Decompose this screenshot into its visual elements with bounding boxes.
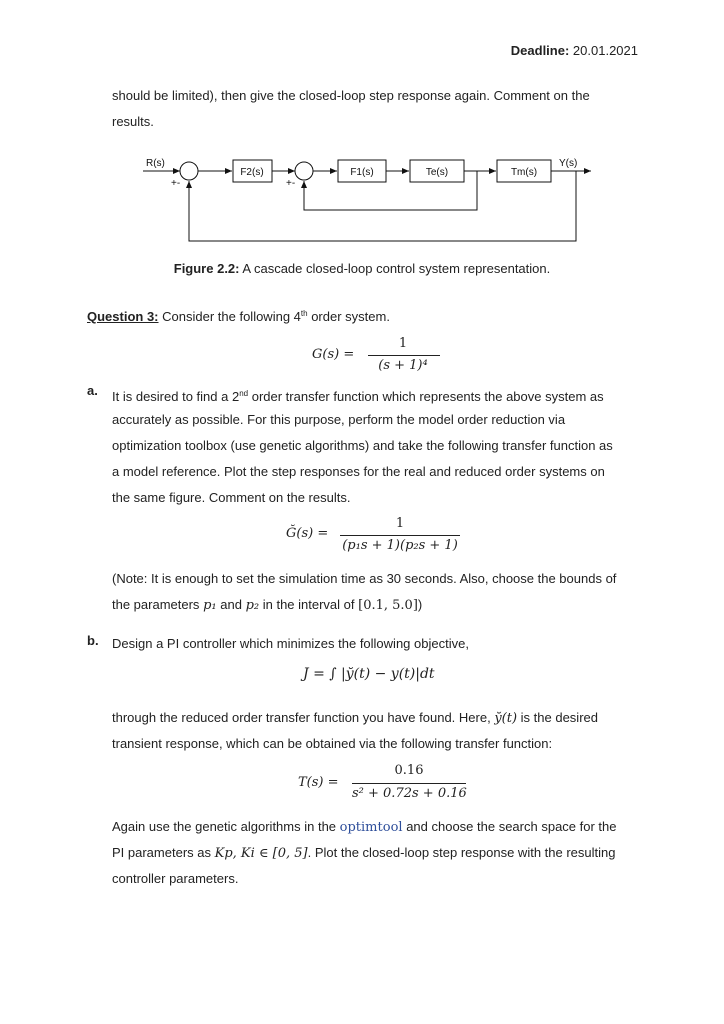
equation-G-lhs: G(s) = — [312, 347, 355, 362]
deadline-date: 20.01.2021 — [572, 43, 638, 58]
equation-T-numerator: 0.16 — [394, 763, 424, 778]
equation-T-denominator: s² + 0.72s + 0.16 — [352, 786, 467, 801]
equation-J: J = ∫ |y̆(t) − y(t)|dt — [303, 666, 435, 682]
part-a-label: a. — [87, 383, 98, 398]
part-a-line-3: optimization toolbox (use genetic algorithms) and take the following transfer function as — [112, 438, 613, 453]
part-b-line-1: Design a PI controller which minimizes the following objective, — [112, 636, 469, 651]
equation-G-denominator: (s + 1)⁴ — [378, 358, 428, 373]
part-a-line-2: accurately as possible. For this purpose, perform the model order reduction via — [112, 412, 566, 427]
summing-junction-inner — [295, 162, 313, 180]
cascade-block-diagram — [0, 0, 724, 260]
part-b-line-6: controller parameters. — [112, 871, 239, 886]
part-a-line-1: It is desired to find a 2nd order transfer function which represents the above system as — [112, 389, 604, 404]
part-b-label: b. — [87, 633, 99, 648]
question-3-heading — [87, 309, 390, 324]
part-b-line-3: transient response, which can be obtained via the following transfer function: — [112, 736, 553, 751]
part-b-line-4: Again use the genetic algorithms in the optimtool and choose the search space for the — [112, 819, 617, 835]
input-label: R(s) — [146, 158, 165, 169]
part-b-line-2: through the reduced order transfer function you have found. Here, y̆(t) is the desired — [112, 710, 598, 726]
intro-line-2: results. — [112, 114, 154, 129]
summing-junction-outer — [180, 162, 198, 180]
figure-caption-text: A cascade closed-loop control system representation. — [242, 261, 551, 276]
deadline-label: Deadline: — [510, 43, 570, 58]
equation-G — [312, 336, 452, 376]
question-3-text-end: order system. — [311, 309, 390, 324]
part-b-line-5: PI parameters as Kp, Ki ∈ [0, 5]. Plot the closed-loop step response with the resulting — [112, 845, 616, 861]
equation-T-lhs: T(s) = — [298, 775, 339, 790]
part-a-note-1: (Note: It is enough to set the simulation time as 30 seconds. Also, choose the bounds of — [112, 571, 617, 586]
equation-Gr-lhs: Ğ(s) = — [286, 526, 329, 541]
sum2-signs: +- — [286, 178, 296, 189]
figure-caption-label: Figure 2.2: — [173, 261, 240, 276]
block-te-label: Te(s) — [425, 167, 449, 178]
equation-Gr-numerator: 1 — [395, 516, 405, 531]
block-f1-label: F1(s) — [350, 167, 374, 178]
part-a-line-5: the same figure. Comment on the results. — [112, 490, 351, 505]
optimtool-link: optimtool — [339, 820, 403, 835]
question-3-label: Question 3: — [87, 309, 159, 324]
equation-T — [298, 763, 468, 803]
figure-caption — [0, 261, 724, 276]
block-f2-label: F2(s) — [240, 167, 264, 178]
equation-Gr-denominator: (p₁s + 1)(p₂s + 1) — [342, 538, 458, 553]
question-3-sup: th — [300, 309, 308, 318]
part-a-note-2: the parameters p₁ and p₂ in the interval of [0.1, 5.0]) — [112, 597, 423, 613]
block-tm-label: Tm(s) — [510, 167, 538, 178]
equation-Gr — [286, 516, 476, 556]
output-label: Y(s) — [559, 158, 578, 169]
question-3-text: Consider the following 4 — [162, 309, 301, 324]
sum1-signs: +- — [171, 178, 181, 189]
intro-line-1: should be limited), then give the closed-loop step response again. Comment on the — [112, 88, 590, 103]
part-a-line-4: a model reference. Plot the step responses for the real and reduced order systems on — [112, 464, 605, 479]
equation-G-numerator: 1 — [398, 336, 408, 351]
